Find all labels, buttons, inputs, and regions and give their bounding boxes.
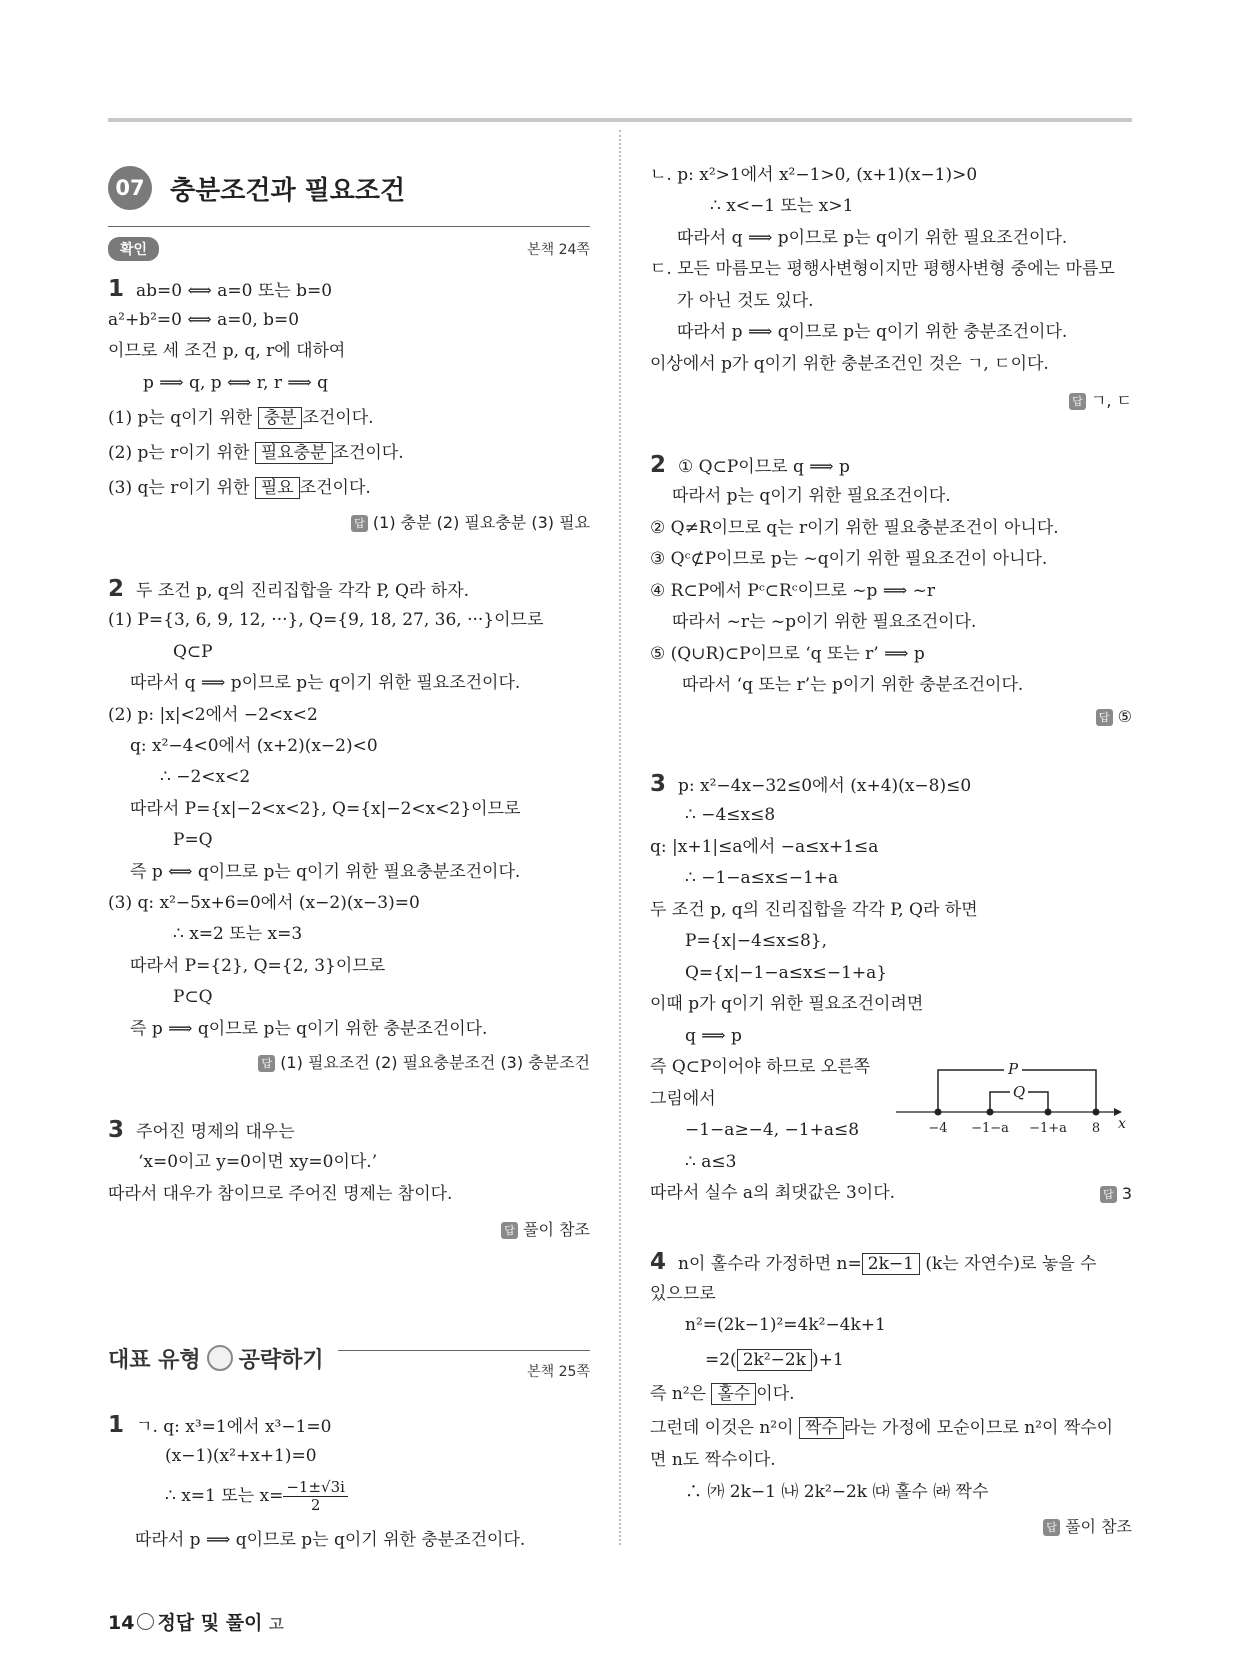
rep-problem-4-line-1: 4 n이 홀수라 가정하면 n= 2k−1 (k는 자연수)로 놓을 수 — [650, 1249, 1097, 1275]
rep-problem-4-line-6: 그런데 이것은 n²이 짝수 라는 가정에 모순이므로 n²이 짝수이 — [650, 1418, 1114, 1438]
answer-badge: 답 — [501, 1222, 518, 1239]
lightbulb-icon — [207, 1345, 233, 1371]
problem-1-line-7: (3) q는 r이기 위한 필요 조건이다. — [108, 478, 371, 498]
problem-2-answer: 답 (1) 필요조건 (2) 필요충분조건 (3) 충분조건 — [258, 1050, 590, 1073]
rep-section-title: 대표 유형 공략하기 — [108, 1343, 324, 1374]
problem-2-line-14: P⊂Q — [173, 987, 213, 1007]
rep-problem-3-line-2: ∴ −4≤x≤8 — [685, 805, 776, 825]
rep-problem-4-line-2: 있으므로 — [650, 1284, 716, 1304]
rep-problem-2-line-4: ③ Qᶜ⊄P이므로 p는 ~q이기 위한 필요조건이 아니다. — [650, 549, 1048, 569]
problem-2-line-12: ∴ x=2 또는 x=3 — [173, 924, 303, 944]
answer-badge: 답 — [1069, 393, 1086, 410]
problem-1-line-2: a²+b²=0 ⟺ a=0, b=0 — [108, 310, 300, 330]
problem-2-line-15: 즉 p ⟹ q이므로 p는 q이기 위한 충분조건이다. — [130, 1019, 488, 1039]
problem-2-line-4: 따라서 q ⟹ p이므로 p는 q이기 위한 필요조건이다. — [130, 673, 521, 693]
rep-problem-4-answer: 답 풀이 참조 — [1043, 1514, 1132, 1537]
rep-problem-1-line-3: ∴ x=1 또는 x= $\frac{-1\pm√3i}{2}$ — [165, 1476, 348, 1516]
tick-label-1: −4 — [928, 1121, 948, 1136]
answer-badge: 답 — [1100, 1186, 1117, 1203]
problem-number: 1 — [108, 1412, 125, 1438]
problem-1-line-3: 이므로 세 조건 p, q, r에 대하여 — [108, 341, 346, 361]
answer-box: 필요충분 — [255, 442, 333, 464]
problem-2-line-8: 따라서 P={x|−2<x<2}, Q={x|−2<x<2}이므로 — [130, 799, 521, 819]
answer-box: 2k−1 — [862, 1253, 920, 1275]
rep-problem-4-line-8: ∴ ㈎ 2k−1 ㈏ 2k²−2k ㈐ 홀수 ㈑ 짝수 — [685, 1482, 989, 1502]
rep-problem-3-line-9: q ⟹ p — [685, 1026, 742, 1046]
rep-problem-2-line-5: ④ R⊂P에서 Pᶜ⊂Rᶜ이므로 ~p ⟹ ~r — [650, 581, 935, 601]
number-line-diagram — [896, 1052, 1132, 1142]
check-badge: 확인 — [108, 237, 159, 261]
cont-line-7: 이상에서 p가 q이기 위한 충분조건인 것은 ㄱ, ㄷ이다. — [650, 354, 1049, 374]
rep-problem-2-answer: 답 ⑤ — [1096, 707, 1132, 726]
answer-box: 짝수 — [799, 1417, 844, 1439]
label-P: P — [1007, 1060, 1019, 1078]
rep-problem-2-line-7: ⑤ (Q∪R)⊂P이므로 ‘q 또는 r’ ⟹ p — [650, 644, 925, 664]
answer-box: 충분 — [258, 407, 303, 429]
answer-box: 홀수 — [711, 1383, 756, 1405]
rep-problem-2-line-6: 따라서 ~r는 ~p이기 위한 필요조건이다. — [672, 612, 977, 632]
problem-3-line-3: 따라서 대우가 참이므로 주어진 명제는 참이다. — [108, 1184, 453, 1204]
problem-number: 2 — [650, 452, 667, 478]
problem-number: 1 — [108, 276, 125, 302]
problem-3-line-2: ‘x=0이고 y=0이면 xy=0이다.’ — [138, 1152, 378, 1172]
rep-problem-3-line-1: 3 p: x²−4x−32≤0에서 (x+4)(x−8)≤0 — [650, 771, 972, 797]
problem-2-line-11: (3) q: x²−5x+6=0에서 (x−2)(x−3)=0 — [108, 893, 420, 913]
page-footer — [108, 1608, 284, 1635]
top-rule — [108, 118, 1132, 122]
problem-2-line-7: ∴ −2<x<2 — [160, 767, 251, 787]
rep-problem-4-line-4: =2( 2k²−2k )+1 — [705, 1350, 844, 1370]
rep-problem-2-line-8: 따라서 ‘q 또는 r’는 p이기 위한 충분조건이다. — [682, 675, 1024, 695]
rep-problem-3-line-13: ∴ a≤3 — [685, 1152, 737, 1172]
answer-badge: 답 — [1043, 1519, 1060, 1536]
rep-problem-2-line-3: ② Q≠R이므로 q는 r이기 위한 필요충분조건이 아니다. — [650, 518, 1059, 538]
footer-sub: 고 — [269, 1615, 284, 1633]
problem-number: 3 — [108, 1117, 125, 1143]
axis-arrow-icon — [1114, 1108, 1122, 1116]
tick-label-2: −1−a — [971, 1121, 1009, 1136]
problem-1-line-5: (1) p는 q이기 위한 충분 조건이다. — [108, 408, 374, 428]
rep-problem-3-line-12: −1−a≥−4, −1+a≤8 — [685, 1120, 860, 1140]
rep-problem-3-line-4: ∴ −1−a≤x≤−1+a — [685, 868, 839, 888]
fraction: $\frac{-1\pm√3i}{2}$ — [283, 1479, 348, 1514]
rep-problem-3-line-7: Q={x|−1−a≤x≤−1+a} — [685, 963, 888, 983]
label-Q: Q — [1012, 1083, 1026, 1101]
cont-line-2: ∴ x<−1 또는 x>1 — [710, 196, 854, 216]
rep-problem-3-answer: 답 3 — [1100, 1184, 1132, 1203]
axis-label-x: x — [1118, 1116, 1126, 1132]
rep-problem-3-line-10: 즉 Q⊂P이어야 하므로 오른쪽 — [650, 1057, 871, 1077]
answer-badge: 답 — [258, 1055, 275, 1072]
problem-2-line-2: (1) P={3, 6, 9, 12, ···}, Q={9, 18, 27, 36, ···}이므로 — [108, 610, 544, 630]
column-divider — [619, 130, 621, 1545]
rep-problem-2-line-2: 따라서 p는 q이기 위한 필요조건이다. — [672, 486, 951, 506]
rep-problem-3-line-14: 따라서 실수 a의 최댓값은 3이다. — [650, 1183, 896, 1203]
rep-problem-3-line-5: 두 조건 p, q의 진리집합을 각각 P, Q라 하면 — [650, 900, 978, 920]
rep-problem-1-line-1: 1 ㄱ. q: x³=1에서 x³−1=0 — [108, 1412, 332, 1438]
problem-2-line-13: 따라서 P={2}, Q={2, 3}이므로 — [130, 956, 386, 976]
answer-badge: 답 — [351, 515, 368, 532]
check-page-ref: 본책 24쪽 — [527, 242, 590, 258]
answer-badge: 답 — [1096, 709, 1113, 726]
cont-line-6: 따라서 p ⟹ q이므로 p는 q이기 위한 충분조건이다. — [677, 322, 1068, 342]
tick-label-3: −1+a — [1029, 1121, 1067, 1136]
rep-problem-3-line-8: 이때 p가 q이기 위한 필요조건이려면 — [650, 994, 924, 1014]
section-title: 충분조건과 필요조건 — [170, 176, 406, 206]
problem-number: 2 — [108, 576, 125, 602]
cont-line-1: ㄴ. p: x²>1에서 x²−1>0, (x+1)(x−1)>0 — [650, 165, 978, 185]
problem-2-line-10: 즉 p ⟺ q이므로 p는 q이기 위한 필요충분조건이다. — [130, 862, 521, 882]
answer-box: 필요 — [255, 477, 300, 499]
rep-problem-2-line-1: 2 ① Q⊂P이므로 q ⟹ p — [650, 452, 850, 478]
tick-label-4: 8 — [1091, 1121, 1101, 1136]
pointer-icon — [137, 1613, 154, 1630]
problem-2-line-3: Q⊂P — [173, 642, 213, 662]
problem-number: 4 — [650, 1249, 667, 1275]
footer-label: 정답 및 풀이 — [157, 1612, 263, 1634]
section-rule — [108, 226, 590, 227]
point-minus4 — [935, 1109, 942, 1116]
page-number: 14 — [108, 1612, 135, 1634]
rep-problem-3-line-3: q: |x+1|≤a에서 −a≤x+1≤a — [650, 837, 879, 857]
rep-page-ref: 본책 25쪽 — [527, 1364, 590, 1380]
rep-problem-3-line-11: 그림에서 — [650, 1089, 716, 1109]
rep-problem-1-line-4: 따라서 p ⟹ q이므로 p는 q이기 위한 충분조건이다. — [135, 1530, 526, 1550]
problem-1-answer: 답 (1) 충분 (2) 필요충분 (3) 필요 — [351, 510, 590, 533]
answer-box: 2k²−2k — [737, 1349, 812, 1371]
problem-2-line-5: (2) p: |x|<2에서 −2<x<2 — [108, 705, 318, 725]
problem-number: 3 — [650, 771, 667, 797]
rep-problem-1-answer: 답 ㄱ, ㄷ — [1069, 388, 1132, 411]
cont-line-5: 가 아닌 것도 있다. — [677, 291, 814, 311]
rep-problem-3-line-6: P={x|−4≤x≤8}, — [685, 931, 827, 951]
rep-problem-1-line-2: (x−1)(x²+x+1)=0 — [165, 1446, 317, 1466]
problem-3-line-1: 3 주어진 명제의 대우는 — [108, 1117, 295, 1143]
problem-1-line-1: 1 ab=0 ⟺ a=0 또는 b=0 — [108, 276, 333, 302]
cont-line-4: ㄷ. 모든 마름모는 평행사변형이지만 평행사변형 중에는 마름모 — [650, 259, 1115, 279]
problem-2-line-9: P=Q — [173, 830, 213, 850]
problem-3-answer: 답 풀이 참조 — [501, 1217, 590, 1240]
section-number: 07 — [108, 166, 152, 210]
rep-problem-4-line-3: n²=(2k−1)²=4k²−4k+1 — [685, 1315, 886, 1335]
rep-rule — [338, 1350, 590, 1351]
point-minus1-minus-a — [987, 1109, 994, 1116]
problem-1-line-6: (2) p는 r이기 위한 필요충분 조건이다. — [108, 443, 404, 463]
problem-2-line-1: 2 두 조건 p, q의 진리집합을 각각 P, Q라 하자. — [108, 576, 470, 602]
problem-1-line-4: p ⟹ q, p ⟺ r, r ⟹ q — [143, 373, 329, 393]
problem-2-line-6: q: x²−4<0에서 (x+2)(x−2)<0 — [130, 736, 378, 756]
rep-problem-4-line-7: 면 n도 짝수이다. — [650, 1450, 776, 1470]
point-8 — [1093, 1109, 1100, 1116]
cont-line-3: 따라서 q ⟹ p이므로 p는 q이기 위한 필요조건이다. — [677, 228, 1068, 248]
rep-problem-4-line-5: 즉 n²은 홀수 이다. — [650, 1384, 795, 1404]
point-minus1-plus-a — [1045, 1109, 1052, 1116]
